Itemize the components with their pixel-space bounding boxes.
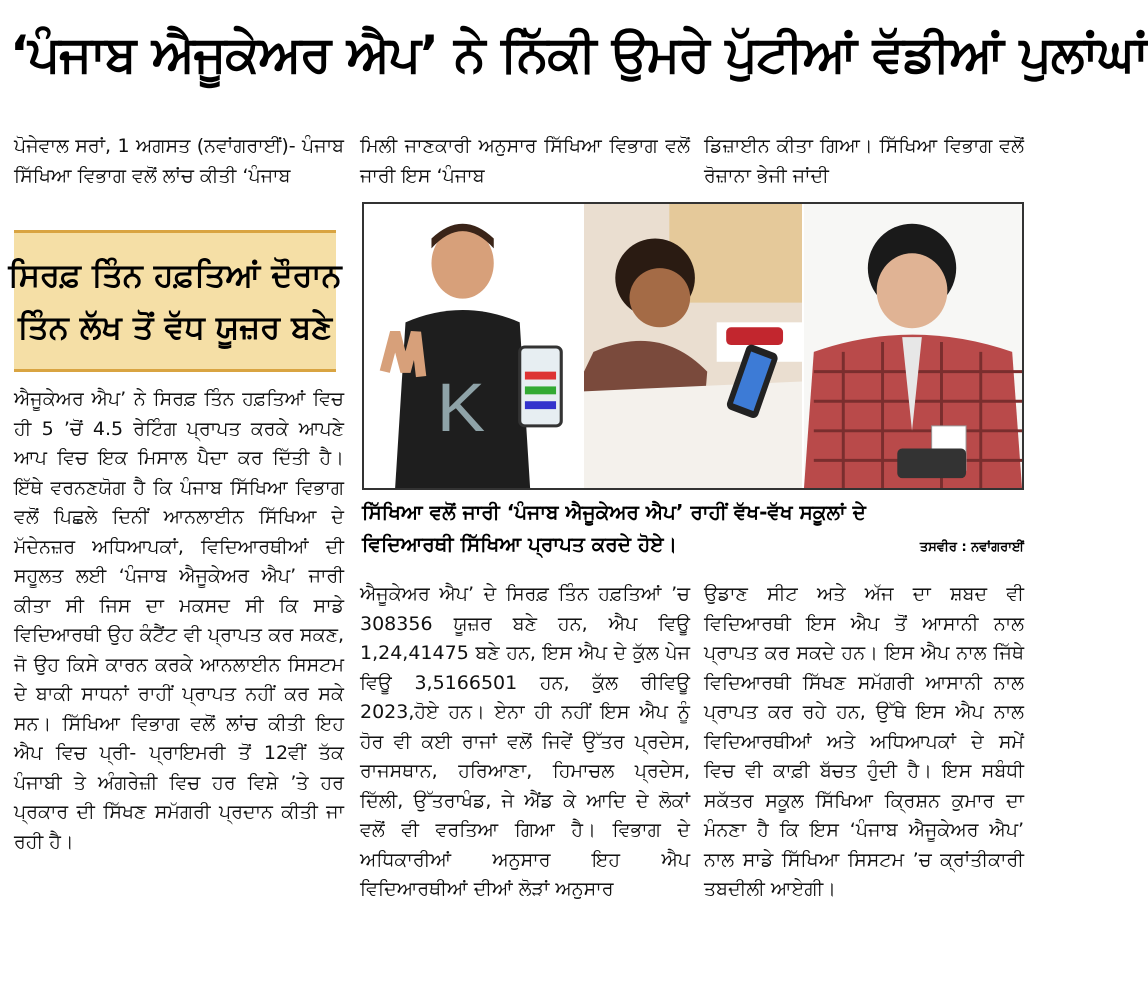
student-1-illustration: [364, 204, 582, 488]
column-1-top-text: ਪੋਜੇਵਾਲ ਸਰਾਂ, 1 ਅਗਸਤ (ਨਵਾਂਗਰਾਈਂ)- ਪੰਜਾਬ ਸਿੱਖਿਆ ਵਿਭਾਗ ਵਲੋਂ ਲਾਂਚ ਕੀਤੀ ‘ਪੰਜਾਬ: [14, 135, 344, 187]
photo-caption: [362, 496, 1024, 564]
student-3-illustration: [804, 204, 1022, 488]
column-2-body-text: ਐਜੂਕੇਅਰ ਐਪ’ ਦੇ ਸਿਰਫ਼ ਤਿੰਨ ਹਫ਼ਤਿਆਂ ’ਚ 308356 ਯੂਜ਼ਰ ਬਣੇ ਹਨ, ਐਪ ਵਿਊ 1,24,41475 ਬਣੇ ਹਨ, ਇਸ ਐਪ ਦੇ ਕੁੱਲ ਪੇਜ ਵਿਊ 3,5166501 ਹਨ, ਕੁੱਲ ਰੀਵਿਊ 2023,ਹੋਏ ਹਨ। ਏਨਾ ਹੀ ਨਹੀਂ ਇਸ ਐਪ ਨੂੰ ਹੋਰ ਵੀ ਕਈ ਰਾਜਾਂ ਵਲੋਂ ਜਿਵੇਂ ਉੱਤਰ ਪ੍ਰਦੇਸ, ਰਾਜਸਥਾਨ, ਹਰਿਆਣਾ, ਹਿਮਾਚਲ ਪ੍ਰਦੇਸ, ਦਿੱਲੀ, ਉੱਤਰਾਖੰਡ, ਜੇ ਐਂਡ ਕੇ ਆਦਿ ਦੇ ਲੋਕਾਂ ਵਲੋਂ ਵੀ ਵਰਤਿਆ ਗਿਆ ਹੈ। ਵਿਭਾਗ ਦੇ ਅਧਿਕਾਰੀਆਂ ਅਨੁਸਾਰ ਇਹ ਐਪ ਵਿਦਿਆਰਥੀਆਂ ਦੀਆਂ ਲੋੜਾਂ ਅਨੁਸਾਰ: [360, 583, 690, 900]
photo-strip: [362, 202, 1024, 490]
student-2-illustration: [584, 204, 802, 488]
caption-line-1: ਸਿੱਖਿਆ ਵਲੋਂ ਜਾਰੀ ‘ਪੰਜਾਬ ਐਜੂਕੇਅਰ ਐਪ’ ਰਾਹੀਂ ਵੱਖ-ਵੱਖ ਸਕੂਲਾਂ ਦੇ: [362, 500, 866, 524]
photo-student-2: [582, 204, 802, 488]
column-2-top-text: ਮਿਲੀ ਜਾਣਕਾਰੀ ਅਨੁਸਾਰ ਸਿੱਖਿਆ ਵਿਭਾਗ ਵਲੋਂ ਜਾਰੀ ਇਸ ‘ਪੰਜਾਬ: [360, 135, 690, 187]
column-3-body-text: ਉਡਾਣ ਸੀਟ ਅਤੇ ਅੱਜ ਦਾ ਸ਼ਬਦ ਵੀ ਵਿਦਿਆਰਥੀ ਇਸ ਐਪ ਤੋਂ ਆਸਾਨੀ ਨਾਲ ਪ੍ਰਾਪਤ ਕਰ ਸਕਦੇ ਹਨ। ਇਸ ਐਪ ਨਾਲ ਜਿੱਥੇ ਵਿਦਿਆਰਥੀ ਸਿੱਖਣ ਸਮੱਗਰੀ ਆਸਾਨੀ ਨਾਲ ਪ੍ਰਾਪਤ ਕਰ ਰਹੇ ਹਨ, ਉੱਥੇ ਇਸ ਐਪ ਨਾਲ ਵਿਦਿਆਰਥੀਆਂ ਅਤੇ ਅਧਿਆਪਕਾਂ ਦੇ ਸਮੇਂ ਵਿਚ ਵੀ ਕਾਫ਼ੀ ਬੱਚਤ ਹੁੰਦੀ ਹੈ। ਇਸ ਸਬੰਧੀ ਸਕੱਤਰ ਸਕੂਲ ਸਿੱਖਿਆ ਕ੍ਰਿਸ਼ਨ ਕੁਮਾਰ ਦਾ ਮੰਨਣਾ ਹੈ ਕਿ ਇਸ ‘ਪੰਜਾਬ ਐਜੂਕੇਅਰ ਐਪ’ ਨਾਲ ਸਾਡੇ ਸਿੱਖਿਆ ਸਿਸਟਮ ’ਚ ਕ੍ਰਾਂਤੀਕਾਰੀ ਤਬਦੀਲੀ ਆਏਗੀ।: [704, 583, 1024, 900]
photo-credit: ਤਸਵੀਰ : ਨਵਾਂਗਰਾਈਂ: [919, 540, 1024, 555]
photo-student-1: [364, 204, 582, 488]
subheadline-box: [8, 230, 342, 372]
caption-line-2: ਵਿਦਿਆਰਥੀ ਸਿੱਖਿਆ ਪ੍ਰਾਪਤ ਕਰਦੇ ਹੋਏ।: [362, 532, 678, 556]
subheadline-line-2: ਤਿੰਨ ਲੱਖ ਤੋਂ ਵੱਧ ਯੂਜ਼ਰ ਬਣੇ: [17, 308, 333, 346]
photo-student-3: [802, 204, 1022, 488]
subheadline-line-1: ਸਿਰਫ਼ ਤਿੰਨ ਹਫ਼ਤਿਆਂ ਦੌਰਾਨ: [8, 256, 342, 294]
svg-text:K: K: [436, 369, 486, 447]
headline: ‘ਪੰਜਾਬ ਐਜੂਕੇਅਰ ਐਪ’ ਨੇ ਨਿੱਕੀ ਉਮਰੇ ਪੁੱਟੀਆਂ ਵੱਡੀਆਂ ਪੁਲਾਂਘਾਂ: [10, 25, 1148, 83]
column-3-top-text: ਡਿਜ਼ਾਈਨ ਕੀਤਾ ਗਿਆ। ਸਿੱਖਿਆ ਵਿਭਾਗ ਵਲੋਂ ਰੋਜ਼ਾਨਾ ਭੇਜੀ ਜਾਂਦੀ: [704, 135, 1024, 187]
column-1-body-text: ਐਜੂਕੇਅਰ ਐਪ’ ਨੇ ਸਿਰਫ਼ ਤਿੰਨ ਹਫ਼ਤਿਆਂ ਵਿਚ ਹੀ 5 ’ਚੋਂ 4.5 ਰੇਟਿੰਗ ਪ੍ਰਾਪਤ ਕਰਕੇ ਆਪਣੇ ਆਪ ਵਿਚ ਇਕ ਮਿਸਾਲ ਪੈਦਾ ਕਰ ਦਿੱਤੀ ਹੈ। ਇੱਥੇ ਵਰਨਣਯੋਗ ਹੈ ਕਿ ਪੰਜਾਬ ਸਿੱਖਿਆ ਵਿਭਾਗ ਵਲੋਂ ਪਿਛਲੇ ਦਿਨੀਂ ਆਨਲਾਈਨ ਸਿੱਖਿਆ ਦੇ ਮੱਦੇਨਜ਼ਰ ਅਧਿਆਪਕਾਂ, ਵਿਦਿਆਰਥੀਆਂ ਦੀ ਸਹੂਲਤ ਲਈ ‘ਪੰਜਾਬ ਐਜੂਕੇਅਰ ਐਪ’ ਜਾਰੀ ਕੀਤਾ ਸੀ ਜਿਸ ਦਾ ਮਕਸਦ ਸੀ ਕਿ ਸਾਡੇ ਵਿਦਿਆਰਥੀ ਉਹ ਕੰਟੈਂਟ ਵੀ ਪ੍ਰਾਪਤ ਕਰ ਸਕਣ, ਜੋ ਉਹ ਕਿਸੇ ਕਾਰਨ ਕਰਕੇ ਆਨਲਾਈਨ ਸਿਸਟਮ ਦੇ ਬਾਕੀ ਸਾਧਨਾਂ ਰਾਹੀਂ ਪ੍ਰਾਪਤ ਨਹੀਂ ਕਰ ਸਕੇ ਸਨ। ਸਿੱਖਿਆ ਵਿਭਾਗ ਵਲੋਂ ਲਾਂਚ ਕੀਤੀ ਇਹ ਐਪ ਵਿਚ ਪ੍ਰੀ- ਪ੍ਰਾਇਮਰੀ ਤੋਂ 12ਵੀਂ ਤੱਕ ਪੰਜਾਬੀ ਤੇ ਅੰਗਰੇਜ਼ੀ ਵਿਚ ਹਰ ਵਿਸ਼ੇ ’ਤੇ ਹਰ ਪ੍ਰਕਾਰ ਦੀ ਸਿੱਖਣ ਸਮੱਗਰੀ ਪ੍ਰਦਾਨ ਕੀਤੀ ਜਾ ਰਹੀ ਹੈ।: [14, 388, 344, 853]
